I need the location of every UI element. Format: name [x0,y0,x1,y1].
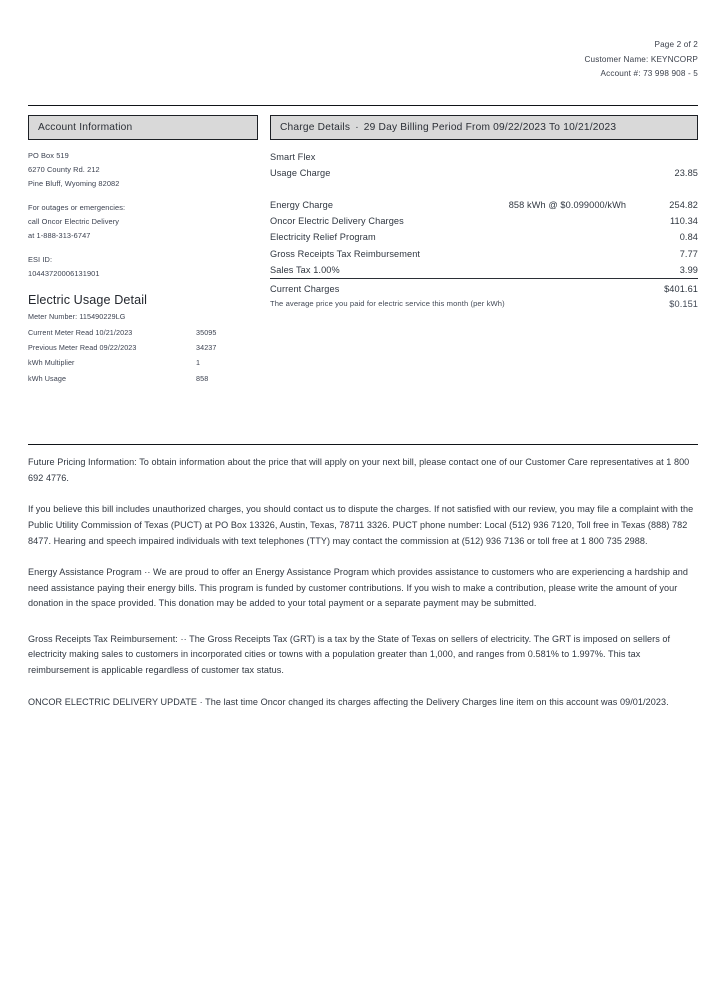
charge-line-detail [505,213,626,229]
charge-line-amount: 7.77 [679,248,698,259]
electric-usage-detail-table [28,310,258,387]
plan-name-label: Smart Flex [270,151,316,162]
address-line-1: PO Box 519 [28,150,69,160]
usage-charge-row [270,165,698,181]
usage-row-label: kWh Usage [28,373,67,383]
charge-line-item [270,197,698,213]
electric-usage-detail-heading: Electric Usage Detail [28,292,147,307]
usage-row-label: Current Meter Read 10/21/2023 [28,327,133,337]
current-charges-amount: $401.61 [626,278,698,297]
usage-row [28,371,258,386]
usage-charge-label: Usage Charge [270,167,331,178]
charge-line-item [270,229,698,245]
usage-row [28,325,258,340]
charge-line-item [270,246,698,262]
meter-number-row [28,310,258,325]
title-separator: · [355,121,359,133]
charge-line-label: Energy Charge [270,199,334,210]
usage-row-value: 35095 [196,327,217,337]
usage-charge-detail [505,165,626,181]
usage-charge-amount: 23.85 [674,167,698,178]
charge-line-label: Sales Tax 1.00% [270,264,340,275]
future-pricing-notice: Future Pricing Information: To obtain information about the price that will apply on your next bill, please contact one of our Customer Care representatives at 1 800 692 4776. [28,457,690,483]
current-charges-detail [505,278,626,297]
charges-table [270,149,698,312]
notices-section [28,455,698,710]
average-price-label: The average price you paid for electric service this month (per kWh) [270,299,505,309]
usage-row [28,340,258,355]
charge-line-amount: 3.99 [679,264,698,275]
account-information-column [28,115,258,387]
charge-details-column [270,115,698,312]
average-price-detail [505,297,626,311]
charge-line-amount: 254.82 [669,199,698,210]
usage-row [28,355,258,370]
outage-spacer [28,243,258,253]
usage-row-label: kWh Multiplier [28,358,75,368]
outage-line-3: at 1-888-313-6747 [28,230,91,240]
charge-line-detail [505,246,626,262]
page-number-label: Page 2 of 2 [654,40,698,49]
average-price-row [270,297,698,311]
charge-details-title [270,115,698,140]
charges-spacer-row [270,181,698,197]
account-address-block [28,149,258,281]
panels-bottom-spacer [0,386,720,444]
usage-row-value: 34237 [196,342,217,352]
dispute-notice: If you believe this bill includes unauthorized charges, you should contact us to dispute the charges. If not satisfied with our review, you may file a complaint with the Public Utility Commission of Texas (PUCT) at PO Box 13326, Austin, Texas, 78711 3326. PUCT phone number: Local (512) 936 7120, Toll free in Texas (888) 782 8477. Hearing and speech impaired individuals with text telephones (TTY) may contact the commission at (512) 936 7136 or toll free at 1 800 735 2988. [28,504,694,546]
usage-row-value: 1 [196,358,201,368]
current-charges-row [270,278,698,297]
charge-details-title-text: Charge Details [280,121,351,133]
charge-line-amount: 0.84 [679,232,698,243]
summary-panels [28,115,698,387]
plan-name-amount [626,149,698,165]
meter-number-label: Meter Number: 115490229LG [28,311,126,321]
notices-divider [28,444,698,445]
oncor-update-notice: ONCOR ELECTRIC DELIVERY UPDATE · The last time Oncor changed its charges affecting the Delivery Charges line item on this account was 09/01/2023. [28,696,669,707]
account-information-title-text: Account Information [38,121,133,133]
address-line-2: 6270 County Rd. 212 [28,164,100,174]
billing-period-label: 29 Day Billing Period From 09/22/2023 To 10/21/2023 [363,121,617,133]
charge-line-label: Gross Receipts Tax Reimbursement [270,248,421,259]
esi-id-label: ESI ID: [28,254,53,264]
charge-line-item [270,262,698,279]
charge-line-item [270,213,698,229]
document-header [0,0,720,82]
charge-line-label: Electricity Relief Program [270,232,376,243]
gross-receipts-tax-notice: Gross Receipts Tax Reimbursement: ·· The Gross Receipts Tax (GRT) is a tax by the State of Texas on sellers of electricity. The GRT is imposed on sellers of electricity making sales to customers in incorporated cities or towns with a population greater than 1,000, and ranges from 0.581% to 1.997%. This tax reimbursement is applicable regardless of customer tax status. [28,633,671,676]
average-price-amount: $0.151 [669,299,698,310]
usage-row-value: 858 [196,373,209,383]
address-spacer [28,191,258,201]
outage-line-2: call Oncor Electric Delivery [28,216,120,226]
customer-name-label: Customer Name: KEYNCORP [584,54,698,64]
outage-line-1: For outages or emergencies: [28,202,126,212]
account-information-title [28,115,258,140]
energy-assistance-notice: Energy Assistance Program ·· We are proud to offer an Energy Assistance Program which provides assistance to customers who are experiencing a hardship and need assistance paying their energy bills. This program is funded by customer contributions. If you wish to make a contribution, please write the amount of your donation in the space provided. This donation may be added to your total payment or a separate payment may be submitted. [28,567,688,609]
usage-row-label: Previous Meter Read 09/22/2023 [28,342,137,352]
account-number-label: Account #: 73 998 908 - 5 [600,69,698,78]
plan-name-detail [505,149,626,165]
header-divider [28,105,698,106]
current-charges-label: Current Charges [270,278,505,297]
charge-line-detail: 858 kWh @ $0.099000/kWh [508,199,627,210]
charge-line-amount: 110.34 [669,216,698,227]
esi-id-value: 10443720006131901 [28,268,100,278]
address-line-3: Pine Bluff, Wyoming 82082 [28,178,120,188]
plan-name-row [270,149,698,165]
charge-line-detail [505,262,626,279]
charge-line-detail [505,229,626,245]
charge-line-label: Oncor Electric Delivery Charges [270,216,404,227]
